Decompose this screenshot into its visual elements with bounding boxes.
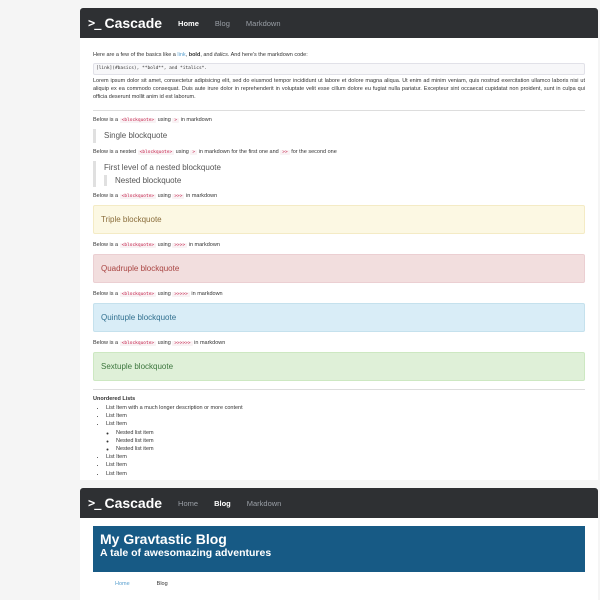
nested-list-item: ◦ Nested list item <box>116 445 585 453</box>
desc-text: Below is a <box>93 117 120 124</box>
brand-logo[interactable] <box>88 495 162 511</box>
desc-text: in markdown <box>179 117 212 124</box>
italic-text: italics <box>214 52 228 58</box>
inline-code: > <box>192 149 196 155</box>
nested-desc <box>93 149 585 157</box>
bold-text: bold <box>188 52 201 58</box>
intro-text: . And here's the markdown code: <box>227 52 308 58</box>
nested-blockquote-level2: Nested blockquote <box>104 175 585 187</box>
desc-text: using <box>174 148 191 155</box>
nav-home[interactable]: Home <box>178 18 199 28</box>
quadruple-blockquote: Quadruple blockquote <box>93 254 585 283</box>
breadcrumb-home[interactable]: Home <box>115 581 130 587</box>
nav-blog[interactable]: Blog <box>214 18 230 28</box>
inline-code: >>>>>> <box>174 341 191 347</box>
inline-code: <blockquote> <box>121 292 155 298</box>
breadcrumb-current: Blog <box>156 581 168 587</box>
desc-text: using <box>156 193 173 200</box>
intro-text: Here are a few of the basics like a <box>93 52 178 58</box>
intro-text: , and <box>200 52 215 58</box>
list-item: • List Item <box>106 470 585 478</box>
desc-text: in markdown <box>189 291 223 298</box>
list-item: • List Item <box>106 412 585 420</box>
nav-markdown[interactable]: Markdown <box>245 18 281 28</box>
inline-code: >>>>> <box>174 292 188 298</box>
list-item: • List Item <box>106 453 585 461</box>
list-item-text: List Item <box>106 421 127 428</box>
markdown-code-block: [link](#basics), **bold**, and *italics*. <box>93 63 585 76</box>
brand-logo[interactable] <box>88 15 162 31</box>
list-item: • List Item <box>106 461 585 469</box>
desc-text: using <box>156 291 173 298</box>
quadruple-desc <box>93 242 585 250</box>
blog-hero <box>93 526 585 572</box>
nested-list-item: ◦ Nested list item <box>116 437 585 445</box>
breadcrumb <box>115 581 598 587</box>
nav-menu <box>178 19 280 28</box>
triple-blockquote: Triple blockquote <box>93 205 585 234</box>
basics-link[interactable]: link <box>177 52 186 58</box>
sextuple-blockquote: Sextuple blockquote <box>93 352 585 381</box>
terminal-prompt-icon: >_ <box>88 16 101 30</box>
unordered-list <box>93 404 585 478</box>
lorem-paragraph: Lorem ipsum dolor sit amet, consectetur adipisicing elit, sed do eiusmod tempor incididunt ut labore et dolore magna aliqua. Ut enim ad minim veniam, quis nostrud exercitation ullamco laboris nisi ut aliquip ex ea commodo consequat. Duis aute irure dolor in reprehenderit in voluptate velit esse cillum dolore eu fugiat nulla pariatur. Excepteur sint occaecat cupidatat non proident, sunt in culpa qui officia deserunt mollit anim id est laborum. <box>93 78 585 101</box>
desc-text: Below is a <box>93 291 120 298</box>
brand-name: Cascade <box>104 15 163 31</box>
desc-text: Below is a nested <box>93 148 138 155</box>
page-content <box>80 38 598 478</box>
desc-text: in markdown <box>184 193 218 200</box>
single-blockquote: Single blockquote <box>93 129 585 143</box>
desc-text: in markdown <box>192 340 226 347</box>
inline-code: >>> <box>174 194 183 200</box>
divider <box>93 110 585 111</box>
desc-text: Below is a <box>93 193 120 200</box>
divider <box>93 389 585 390</box>
nested-list-item: ◦ Nested list item <box>116 429 585 437</box>
desc-text: Below is a <box>93 340 120 347</box>
desc-text: in markdown for the first one and <box>197 148 281 155</box>
desc-text: using <box>156 117 173 124</box>
inline-code: > <box>174 118 178 124</box>
sextuple-desc <box>93 340 585 348</box>
single-desc <box>93 117 585 125</box>
desc-text: in markdown <box>187 242 220 249</box>
inline-code: >>>> <box>174 243 186 249</box>
navbar <box>80 488 598 518</box>
list-item <box>106 420 585 453</box>
brand-name: Cascade <box>104 495 163 511</box>
triple-desc <box>93 193 585 201</box>
nested-blockquote <box>93 161 585 187</box>
inline-code: >> <box>282 149 288 155</box>
navbar <box>80 8 598 38</box>
inline-code: <blockquote> <box>121 194 155 200</box>
hero-subtitle: A tale of awesomazing adventures <box>100 547 272 559</box>
hero-title: My Gravtastic Blog <box>100 531 227 547</box>
nav-blog[interactable]: Blog <box>214 498 231 508</box>
blog-page-window <box>80 488 598 600</box>
desc-text: using <box>156 242 173 249</box>
desc-text: using <box>156 340 173 347</box>
nav-markdown[interactable]: Markdown <box>246 498 282 508</box>
quintuple-desc <box>93 291 585 299</box>
lists-heading: Unordered Lists <box>93 395 136 402</box>
desc-text: for the second one <box>289 148 337 155</box>
intro-paragraph <box>93 52 585 60</box>
desc-text: Below is a <box>93 242 120 249</box>
nav-menu <box>178 499 281 508</box>
terminal-prompt-icon: >_ <box>88 496 101 510</box>
nested-list <box>106 429 585 454</box>
nested-blockquote-level1: First level of a nested blockquote <box>104 162 221 172</box>
inline-code: <blockquote> <box>121 243 155 249</box>
nav-home[interactable]: Home <box>178 498 199 508</box>
inline-code: <blockquote> <box>121 341 155 347</box>
list-item: • List Item with a much longer description or more content <box>106 404 585 412</box>
quintuple-blockquote: Quintuple blockquote <box>93 303 585 332</box>
intro-text: , <box>185 52 189 58</box>
inline-code: <blockquote> <box>139 149 173 155</box>
markdown-page-window <box>80 8 598 480</box>
inline-code: <blockquote> <box>121 118 155 124</box>
